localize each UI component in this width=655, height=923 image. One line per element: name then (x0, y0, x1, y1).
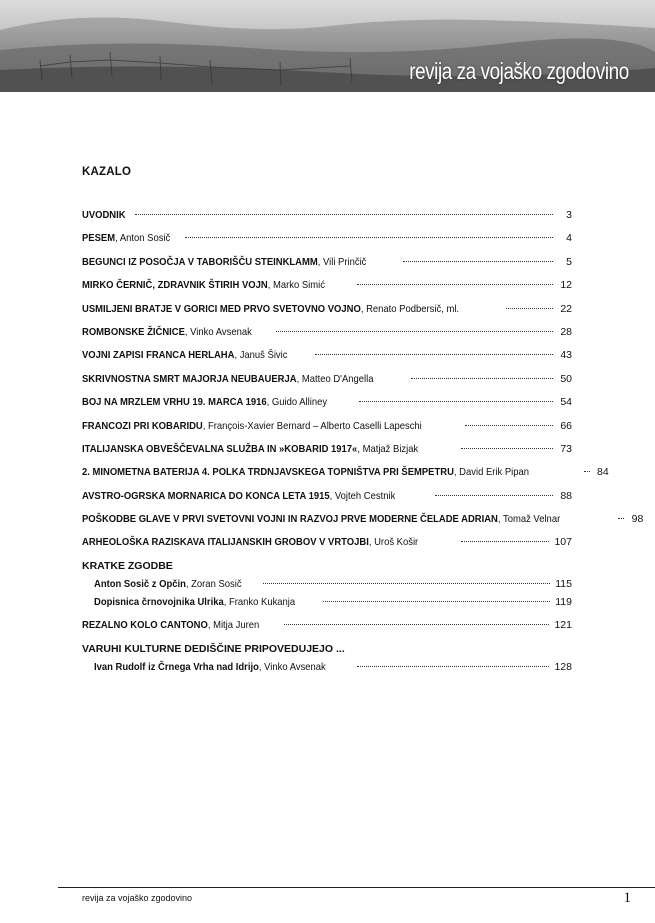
toc-entry-page: 84 (597, 466, 609, 479)
dot-leader (584, 471, 590, 472)
dot-leader (465, 425, 553, 426)
toc-group-varuhi (82, 643, 572, 676)
toc-entry[interactable] (94, 578, 572, 593)
dot-leader (359, 401, 553, 402)
toc-entry-author: , Franko Kukanja (223, 595, 296, 608)
toc-entry-page: 12 (560, 279, 572, 292)
toc-entry-author: , Matjaž Bizjak (357, 442, 419, 455)
dot-leader (435, 495, 553, 496)
toc-entry-title: BOJ NA MRZLEM VRHU 19. MARCA 1916 (82, 396, 267, 409)
toc-entry[interactable] (82, 256, 572, 271)
table-of-contents (82, 209, 644, 684)
toc-entry[interactable] (82, 279, 572, 294)
toc-entry[interactable] (82, 513, 644, 528)
toc-entry-title: MIRKO ČERNIČ, ZDRAVNIK ŠTIRIH VOJN (82, 279, 268, 292)
toc-entry[interactable] (82, 443, 572, 458)
dot-leader (284, 624, 549, 625)
toc-entry-page: 66 (560, 419, 572, 432)
toc-entry[interactable] (82, 396, 572, 411)
toc-heading: KAZALO (82, 166, 132, 178)
toc-entry-title: BEGUNCI IZ POSOČJA V TABORIŠČU STEINKLAMM (82, 255, 318, 268)
toc-entry-author: , Anton Sosič (115, 232, 171, 245)
toc-entry-author: , Mitja Juren (207, 619, 260, 632)
toc-entry[interactable] (82, 536, 572, 551)
footer-divider (58, 887, 655, 888)
journal-title-banner: revija za vojaško zgodovino (409, 58, 629, 84)
dot-leader (506, 308, 553, 309)
toc-entry-author: , David Erik Pipan (453, 466, 530, 479)
dot-leader (461, 448, 553, 449)
dot-leader (403, 261, 553, 262)
toc-entry-page: 128 (554, 660, 572, 673)
toc-entry-text (82, 303, 459, 315)
dot-leader (276, 331, 553, 332)
toc-entry-author: , Vinko Avsenak (258, 660, 326, 673)
dot-leader (357, 284, 553, 285)
toc-entry[interactable] (82, 349, 572, 364)
dot-leader (263, 583, 550, 584)
toc-entry-text (82, 420, 422, 432)
toc-entry[interactable] (94, 661, 572, 676)
toc-entry-text (82, 396, 327, 408)
toc-entry-page: 119 (555, 595, 572, 608)
toc-entry-title: 2. MINOMETNA BATERIJA 4. POLKA TRDNJAVSKEGA TOPNIŠTVA PRI ŠEMPETRU (82, 466, 454, 479)
toc-group-kratke-zgodbe (82, 560, 572, 611)
toc-entry-page: 5 (566, 255, 572, 268)
toc-entry-title: PESEM (82, 232, 116, 245)
toc-entry-page: 54 (560, 396, 572, 409)
toc-entry-text (82, 536, 418, 548)
dot-leader (357, 666, 550, 667)
toc-entry-title: Ivan Rudolf iz Črnega Vrha nad Idrijo (94, 660, 259, 673)
dot-leader (411, 378, 553, 379)
toc-entry[interactable] (82, 466, 609, 481)
toc-entry-title: REZALNO KOLO CANTONO (82, 619, 208, 632)
toc-entry[interactable] (94, 596, 572, 611)
toc-entry-page: 107 (554, 536, 572, 549)
toc-entry-text (94, 578, 242, 590)
toc-entry-author: , Tomaž Velnar (497, 513, 561, 526)
toc-entry[interactable] (82, 490, 572, 505)
toc-entry[interactable] (82, 232, 572, 247)
toc-entry-text (82, 232, 170, 244)
toc-entry-title: SKRIVNOSTNA SMRT MAJORJA NEUBAUERJA (82, 372, 297, 385)
toc-entry-author: , Zoran Sosič (185, 577, 242, 590)
toc-entry-title: Anton Sosič z Opčin (94, 577, 186, 590)
toc-entry-page: 28 (560, 325, 572, 338)
toc-entry-page: 98 (631, 513, 644, 526)
toc-entry-text (82, 619, 259, 631)
toc-entry-title: POŠKODBE GLAVE V PRVI SVETOVNI VOJNI IN RAZVOJ PRVE MODERNE ČELADE ADRIAN (82, 513, 498, 526)
toc-entry[interactable] (82, 326, 572, 341)
header-banner-photo (0, 0, 655, 92)
toc-entry-page: 43 (560, 349, 572, 362)
toc-entry-text (82, 326, 252, 338)
toc-entry-page: 121 (554, 619, 572, 632)
toc-entry[interactable] (82, 303, 572, 318)
toc-entry[interactable] (82, 420, 572, 435)
toc-entry[interactable] (82, 619, 572, 634)
toc-entry-author: , Renato Podbersič, ml. (360, 302, 460, 315)
toc-group-title: VARUHI KULTURNE DEDIŠČINE PRIPOVEDUJEJO ... (82, 642, 345, 655)
toc-entry-text (82, 373, 374, 385)
toc-entry-author: , Marko Simić (267, 279, 325, 292)
dot-leader (618, 518, 624, 519)
toc-entry-text (82, 209, 126, 221)
toc-entry-page: 50 (560, 372, 572, 385)
toc-entry-title: USMILJENI BRATJE V GORICI MED PRVO SVETOVNO VOJNO (82, 302, 361, 315)
toc-entry-title: FRANCOZI PRI KOBARIDU (82, 419, 203, 432)
toc-entry-title: AVSTRO-OGRSKA MORNARICA DO KONCA LETA 1915 (82, 489, 330, 502)
toc-entry-page: 4 (566, 232, 572, 245)
toc-entry-page: 88 (560, 489, 572, 502)
dot-leader (461, 541, 550, 542)
toc-entry-title: Dopisnica črnovojnika Ulrika (94, 595, 224, 608)
footer-journal-title: revija za vojaško zgodovino (82, 893, 193, 903)
dot-leader (135, 214, 553, 215)
page-number: 1 (623, 890, 631, 906)
toc-entry-title: VOJNI ZAPISI FRANCA HERLAHA (82, 349, 235, 362)
toc-entry-author: , Uroš Košir (368, 536, 419, 549)
toc-entry-author: , François-Xavier Bernard – Alberto Caselli Lapeschi (202, 419, 422, 432)
toc-entry-author: , Vojteh Cestnik (329, 489, 396, 502)
dot-leader (323, 601, 551, 602)
toc-entry-page: 73 (560, 442, 572, 455)
toc-entry-title: UVODNIK (82, 209, 126, 221)
toc-entry-author: , Vinko Avsenak (184, 325, 252, 338)
toc-entry-text (82, 349, 287, 361)
toc-entry-author: , Matteo D'Angella (296, 372, 374, 385)
toc-entry-text (82, 513, 560, 525)
toc-entry-page: 115 (555, 577, 572, 590)
toc-entry-author: , Vili Prinčič (317, 255, 367, 268)
toc-entry-title: ARHEOLOŠKA RAZISKAVA ITALIJANSKIH GROBOV V VRTOJBI (82, 536, 369, 549)
toc-entry-text (82, 466, 529, 478)
toc-entry-title: ROMBONSKE ŽIČNICE (82, 325, 185, 338)
toc-entry-text (82, 443, 418, 455)
toc-entry-page: 22 (560, 302, 572, 315)
toc-entry-title: ITALIJANSKA OBVEŠČEVALNA SLUŽBA IN »KOBARID 1917« (82, 442, 358, 455)
toc-entry[interactable] (82, 209, 572, 224)
toc-entry-text (82, 279, 325, 291)
toc-entry-text (82, 256, 366, 268)
toc-entry-author: , Guido Alliney (266, 396, 328, 409)
toc-entry-text (82, 490, 395, 502)
toc-entry-author: , Januš Šivic (234, 349, 288, 362)
toc-entry-text (94, 596, 295, 608)
toc-entry-text (94, 661, 326, 673)
toc-entry[interactable] (82, 373, 572, 388)
toc-group-title: KRATKE ZGODBE (82, 559, 173, 572)
toc-entry-page: 3 (566, 209, 572, 221)
dot-leader (185, 237, 553, 238)
dot-leader (315, 354, 553, 355)
